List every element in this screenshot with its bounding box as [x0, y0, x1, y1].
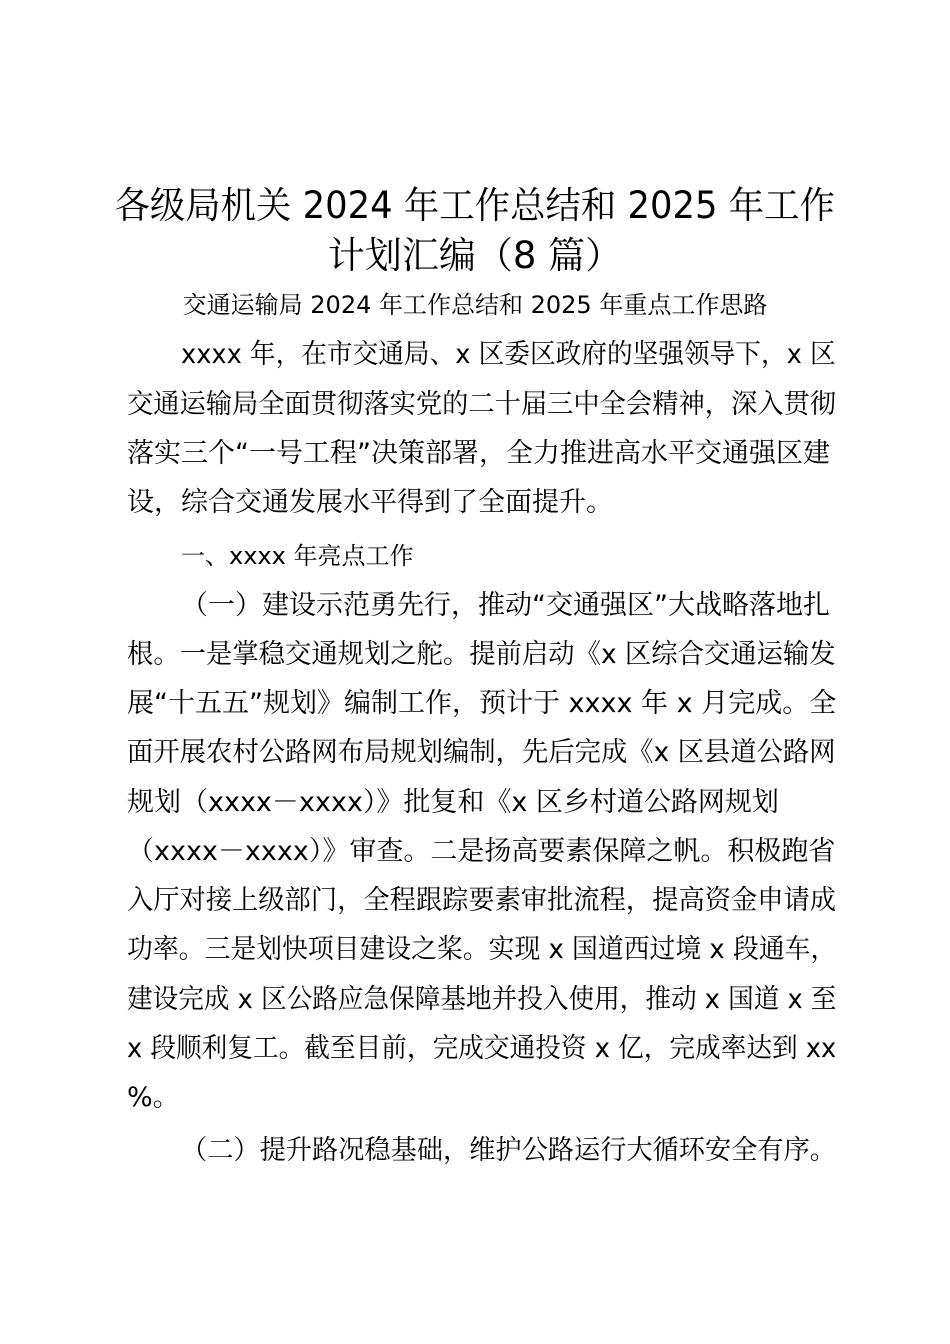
paragraph-line: （二）提升路况稳基础，维护公路运行大循环安全有序。	[181, 1135, 836, 1166]
paragraph-line: x 段顺利复工。截至目前，完成交通投资 x 亿，完成率达到 xx	[127, 1033, 837, 1064]
document-subtitle: 交通运输局 2024 年工作总结和 2025 年重点工作思路	[182, 291, 768, 319]
paragraph-line: %。	[127, 1082, 180, 1113]
paragraph-line: 建设完成 x 区公路应急保障基地并投入使用，推动 x 国道 x 至	[127, 984, 837, 1015]
paragraph-line: 根。一是掌稳交通规划之舵。提前启动《x 区综合交通运输发	[127, 639, 836, 670]
paragraph-line: 面开展农村公路网布局规划编制，先后完成《x 区县道公路网	[127, 737, 836, 768]
section-heading: 一、xxxx 年亮点工作	[181, 542, 414, 570]
paragraph-line: 入厅对接上级部门，全程跟踪要素审批流程，提高资金申请成	[127, 885, 836, 916]
paragraph-line: 交通运输局全面贯彻落实党的二十届三中全会精神，深入贯彻	[127, 389, 836, 420]
paragraph-line: 设，综合交通发展水平得到了全面提升。	[127, 487, 613, 518]
paragraph-line: 落实三个“一号工程”决策部署，全力推进高水平交通强区建	[127, 438, 830, 469]
paragraph-line: （一）建设示范勇先行，推动“交通强区”大战略落地扎	[181, 590, 830, 621]
paragraph-line: xxxx 年，在市交通局、x 区委区政府的坚强领导下，x 区	[181, 339, 836, 370]
document-title-line-1: 各级局机关 2024 年工作总结和 2025 年工作	[114, 184, 836, 227]
paragraph-line: 功率。三是划快项目建设之桨。实现 x 国道西过境 x 段通车，	[127, 934, 837, 965]
document-title-line-2: 计划汇编（8 篇）	[327, 234, 623, 277]
paragraph-line: （xxxx－xxxx）》审查。二是扬高要素保障之帆。积极跑省	[127, 836, 836, 867]
paragraph-line: 规划（xxxx－xxxx）》批复和《x 区乡村道公路网规划	[127, 787, 779, 818]
paragraph-line: 展“十五五”规划》编制工作，预计于 xxxx 年 x 月完成。全	[127, 688, 837, 719]
